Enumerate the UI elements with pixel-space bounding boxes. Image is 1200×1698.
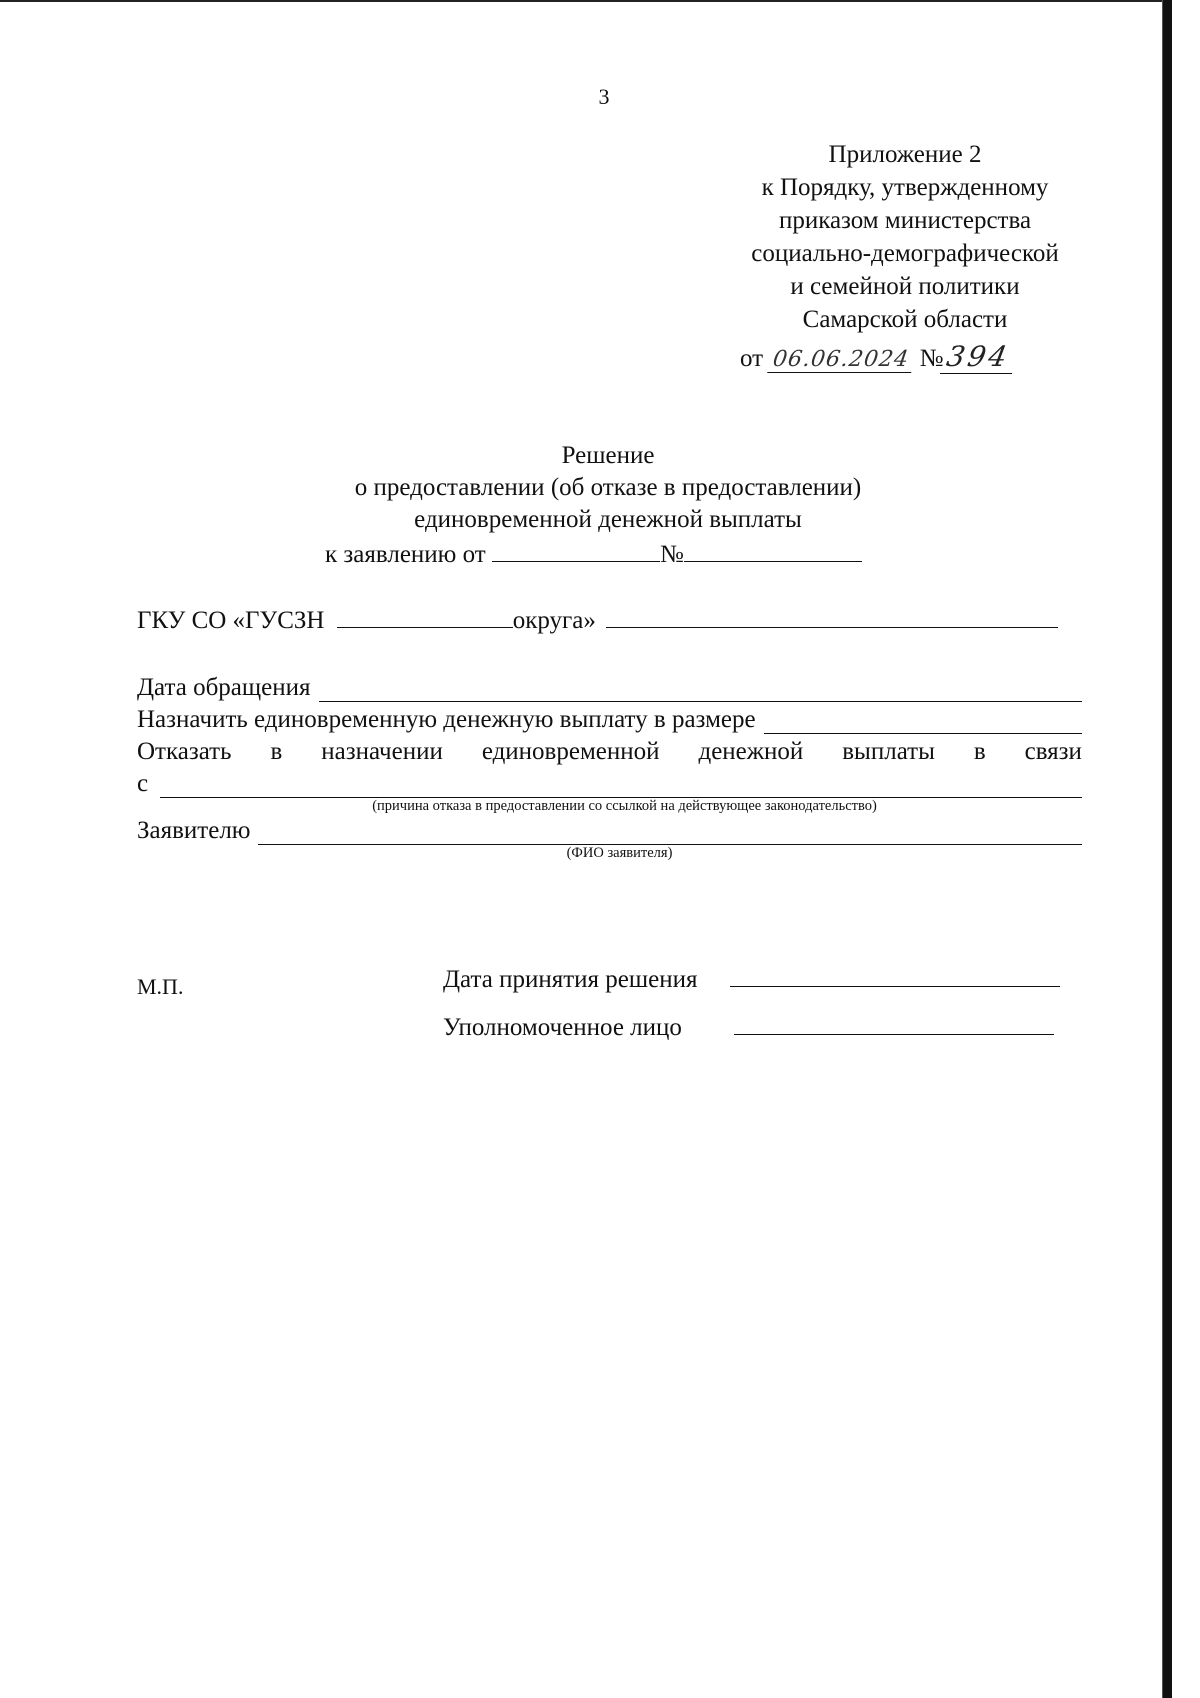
gku-name-field[interactable] (606, 605, 1058, 628)
appendix-header (735, 138, 1075, 336)
stamp-place: М.П. (137, 974, 184, 999)
refuse-word: в (270, 738, 283, 765)
title-line: о предоставлении (об отказе в предоставлении) (354, 474, 862, 501)
refuse-word: назначении (321, 738, 443, 765)
order-prefix: от (740, 345, 764, 372)
application-reference (325, 539, 862, 569)
authorized-row (443, 1012, 1054, 1042)
authorized-signature-field[interactable] (734, 1012, 1054, 1035)
application-prefix: к заявлению от (325, 541, 486, 568)
form-fields (137, 670, 1082, 862)
decision-date-row (443, 964, 1060, 994)
appendix-line: Приложение 2 (828, 141, 982, 168)
appendix-line: социально-демографической (751, 240, 1059, 267)
date-label: Дата обращения (137, 674, 311, 701)
assign-row (137, 702, 1082, 734)
refuse-c: с (137, 770, 149, 797)
applicant-label: Заявителю (137, 817, 251, 844)
authorized-label: Уполномоченное лицо (443, 1014, 682, 1041)
applicant-field[interactable] (258, 822, 1082, 845)
document-title (0, 440, 1200, 536)
title-line: Решение (561, 442, 655, 469)
application-number-label: № (659, 541, 684, 568)
decision-date-field[interactable] (730, 964, 1060, 987)
scan-edge-right (1163, 0, 1172, 1698)
refuse-word: в (973, 738, 986, 765)
order-reference (740, 340, 1080, 374)
amount-field[interactable] (764, 711, 1082, 734)
date-row (137, 670, 1082, 702)
appendix-line: Самарской области (802, 306, 1008, 333)
order-date-handwritten: 06.06.2024 (768, 347, 916, 373)
gku-row (137, 605, 1058, 635)
application-date-field[interactable] (492, 539, 660, 562)
refuse-reason-field[interactable] (160, 775, 1082, 798)
applicant-caption: (ФИО заявителя) (566, 845, 673, 861)
refuse-word: единовременной (481, 738, 660, 765)
gku-district-field[interactable] (337, 605, 513, 628)
refuse-word: денежной (698, 738, 804, 765)
gku-suffix: округа» (512, 607, 596, 634)
gku-prefix: ГКУ СО «ГУСЗН (137, 607, 325, 634)
appendix-line: к Порядку, утвержденному (761, 174, 1049, 201)
appendix-line: приказом министерства (778, 207, 1032, 234)
refuse-word: выплаты (842, 738, 935, 765)
refuse-word: связи (1024, 738, 1082, 765)
refuse-row (137, 734, 1082, 766)
appendix-line: и семейной политики (790, 273, 1020, 300)
application-number-field[interactable] (684, 539, 862, 562)
refuse-reason-caption: (причина отказа в предоставлении со ссылкой на действующее законодательство) (372, 798, 877, 814)
order-number-handwritten: 394 (940, 340, 1018, 374)
decision-date-label: Дата принятия решения (443, 966, 698, 993)
applicant-row (137, 815, 1082, 845)
title-line: единовременной денежной выплаты (414, 506, 802, 533)
order-number-label: № (919, 345, 944, 372)
refuse-word: Отказать (137, 738, 232, 765)
scan-edge-top (0, 0, 1165, 2)
page-number: 3 (598, 84, 610, 109)
refuse-reason-row (137, 766, 1082, 798)
assign-label: Назначить единовременную денежную выплату в размере (137, 706, 756, 733)
date-field[interactable] (319, 679, 1083, 702)
